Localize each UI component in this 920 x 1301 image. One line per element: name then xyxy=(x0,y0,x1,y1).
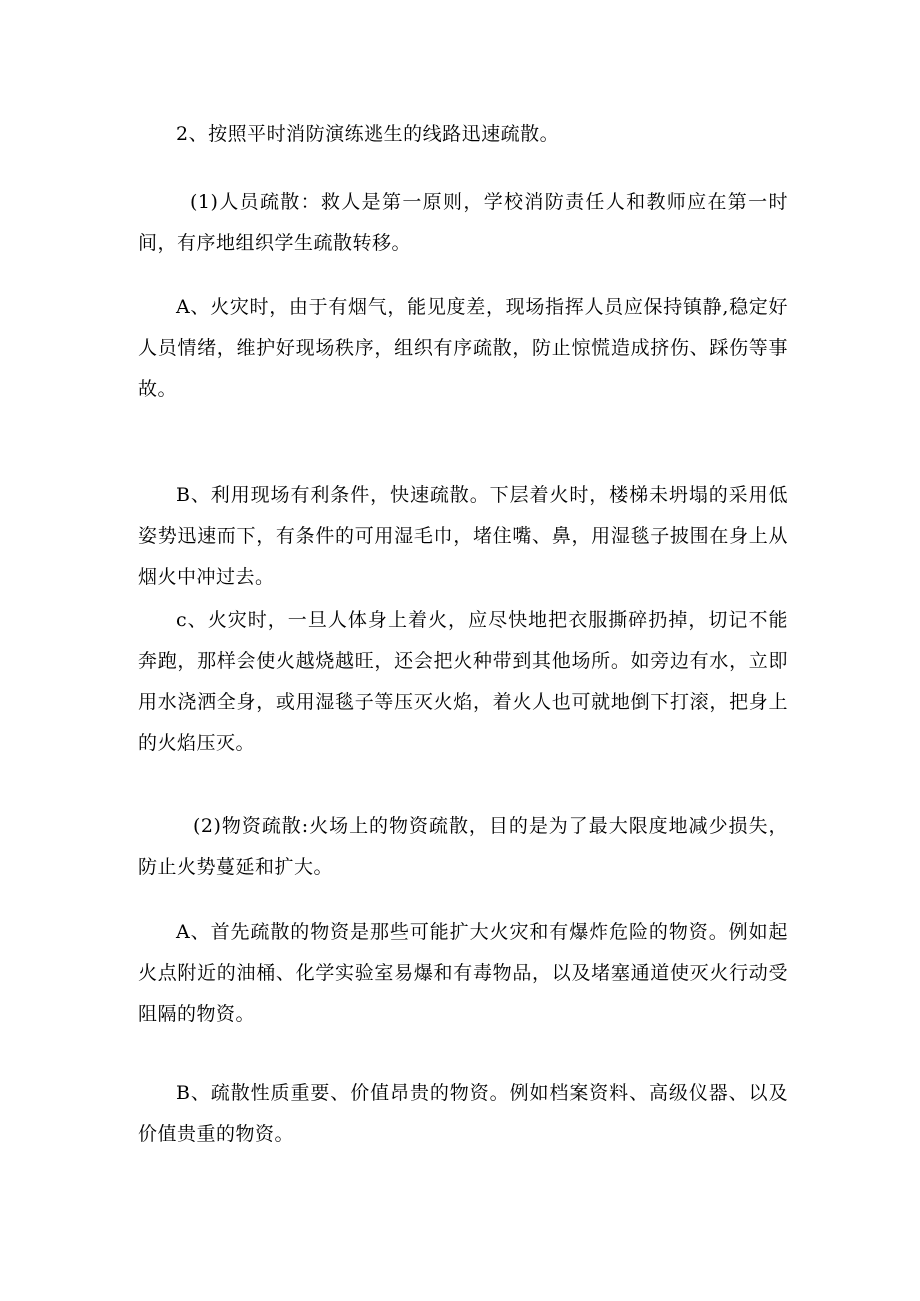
paragraph-item-b-conditions: B、利用现场有利条件，快速疏散。下层着火时，楼梯未坍塌的采用低姿势迅速而下，有条件的可用湿毛巾，堵住嘴、鼻，用湿毯子披围在身上从烟火中冲过去。 xyxy=(138,484,788,588)
paragraph-material-evacuation: (2)物资疏散:火场上的物资疏散，目的是为了最大限度地减少损失，防止火势蔓延和扩大。 xyxy=(138,815,788,878)
paragraph-evacuation-route: 2、按照平时消防演练逃生的线路迅速疏散。 xyxy=(176,123,560,145)
paragraph-item-b-valuable-materials: B、疏散性质重要、价值昂贵的物资。例如档案资料、高级仪器、以及价值贵重的物资。 xyxy=(138,1082,788,1145)
paragraph-item-a-dangerous-materials: A、首先疏散的物资是那些可能扩大火灾和有爆炸危险的物资。例如起火点附近的油桶、化学实验室易爆和有毒物品，以及堵塞通道使灭火行动受阻隔的物资。 xyxy=(138,921,788,1025)
paragraph-personnel-evacuation: (1)人员疏散：救人是第一原则，学校消防责任人和教师应在第一时间，有序地组织学生疏散转移。 xyxy=(138,191,788,254)
paragraph-item-c-body-fire: c、火灾时，一旦人体身上着火，应尽快地把衣服撕碎扔掉，切记不能奔跑，那样会使火越烧越旺，还会把火种带到其他场所。如旁边有水，立即用水浇洒全身，或用湿毯子等压灭火焰，着火人也可就地倒下打滚，把身上的火焰压灭。 xyxy=(138,609,788,754)
paragraph-item-a-calm: A、火灾时，由于有烟气，能见度差，现场指挥人员应保持镇静,稳定好人员情绪，维护好现场秩序，组织有序疏散，防止惊慌造成挤伤、踩伤等事故。 xyxy=(138,296,788,400)
